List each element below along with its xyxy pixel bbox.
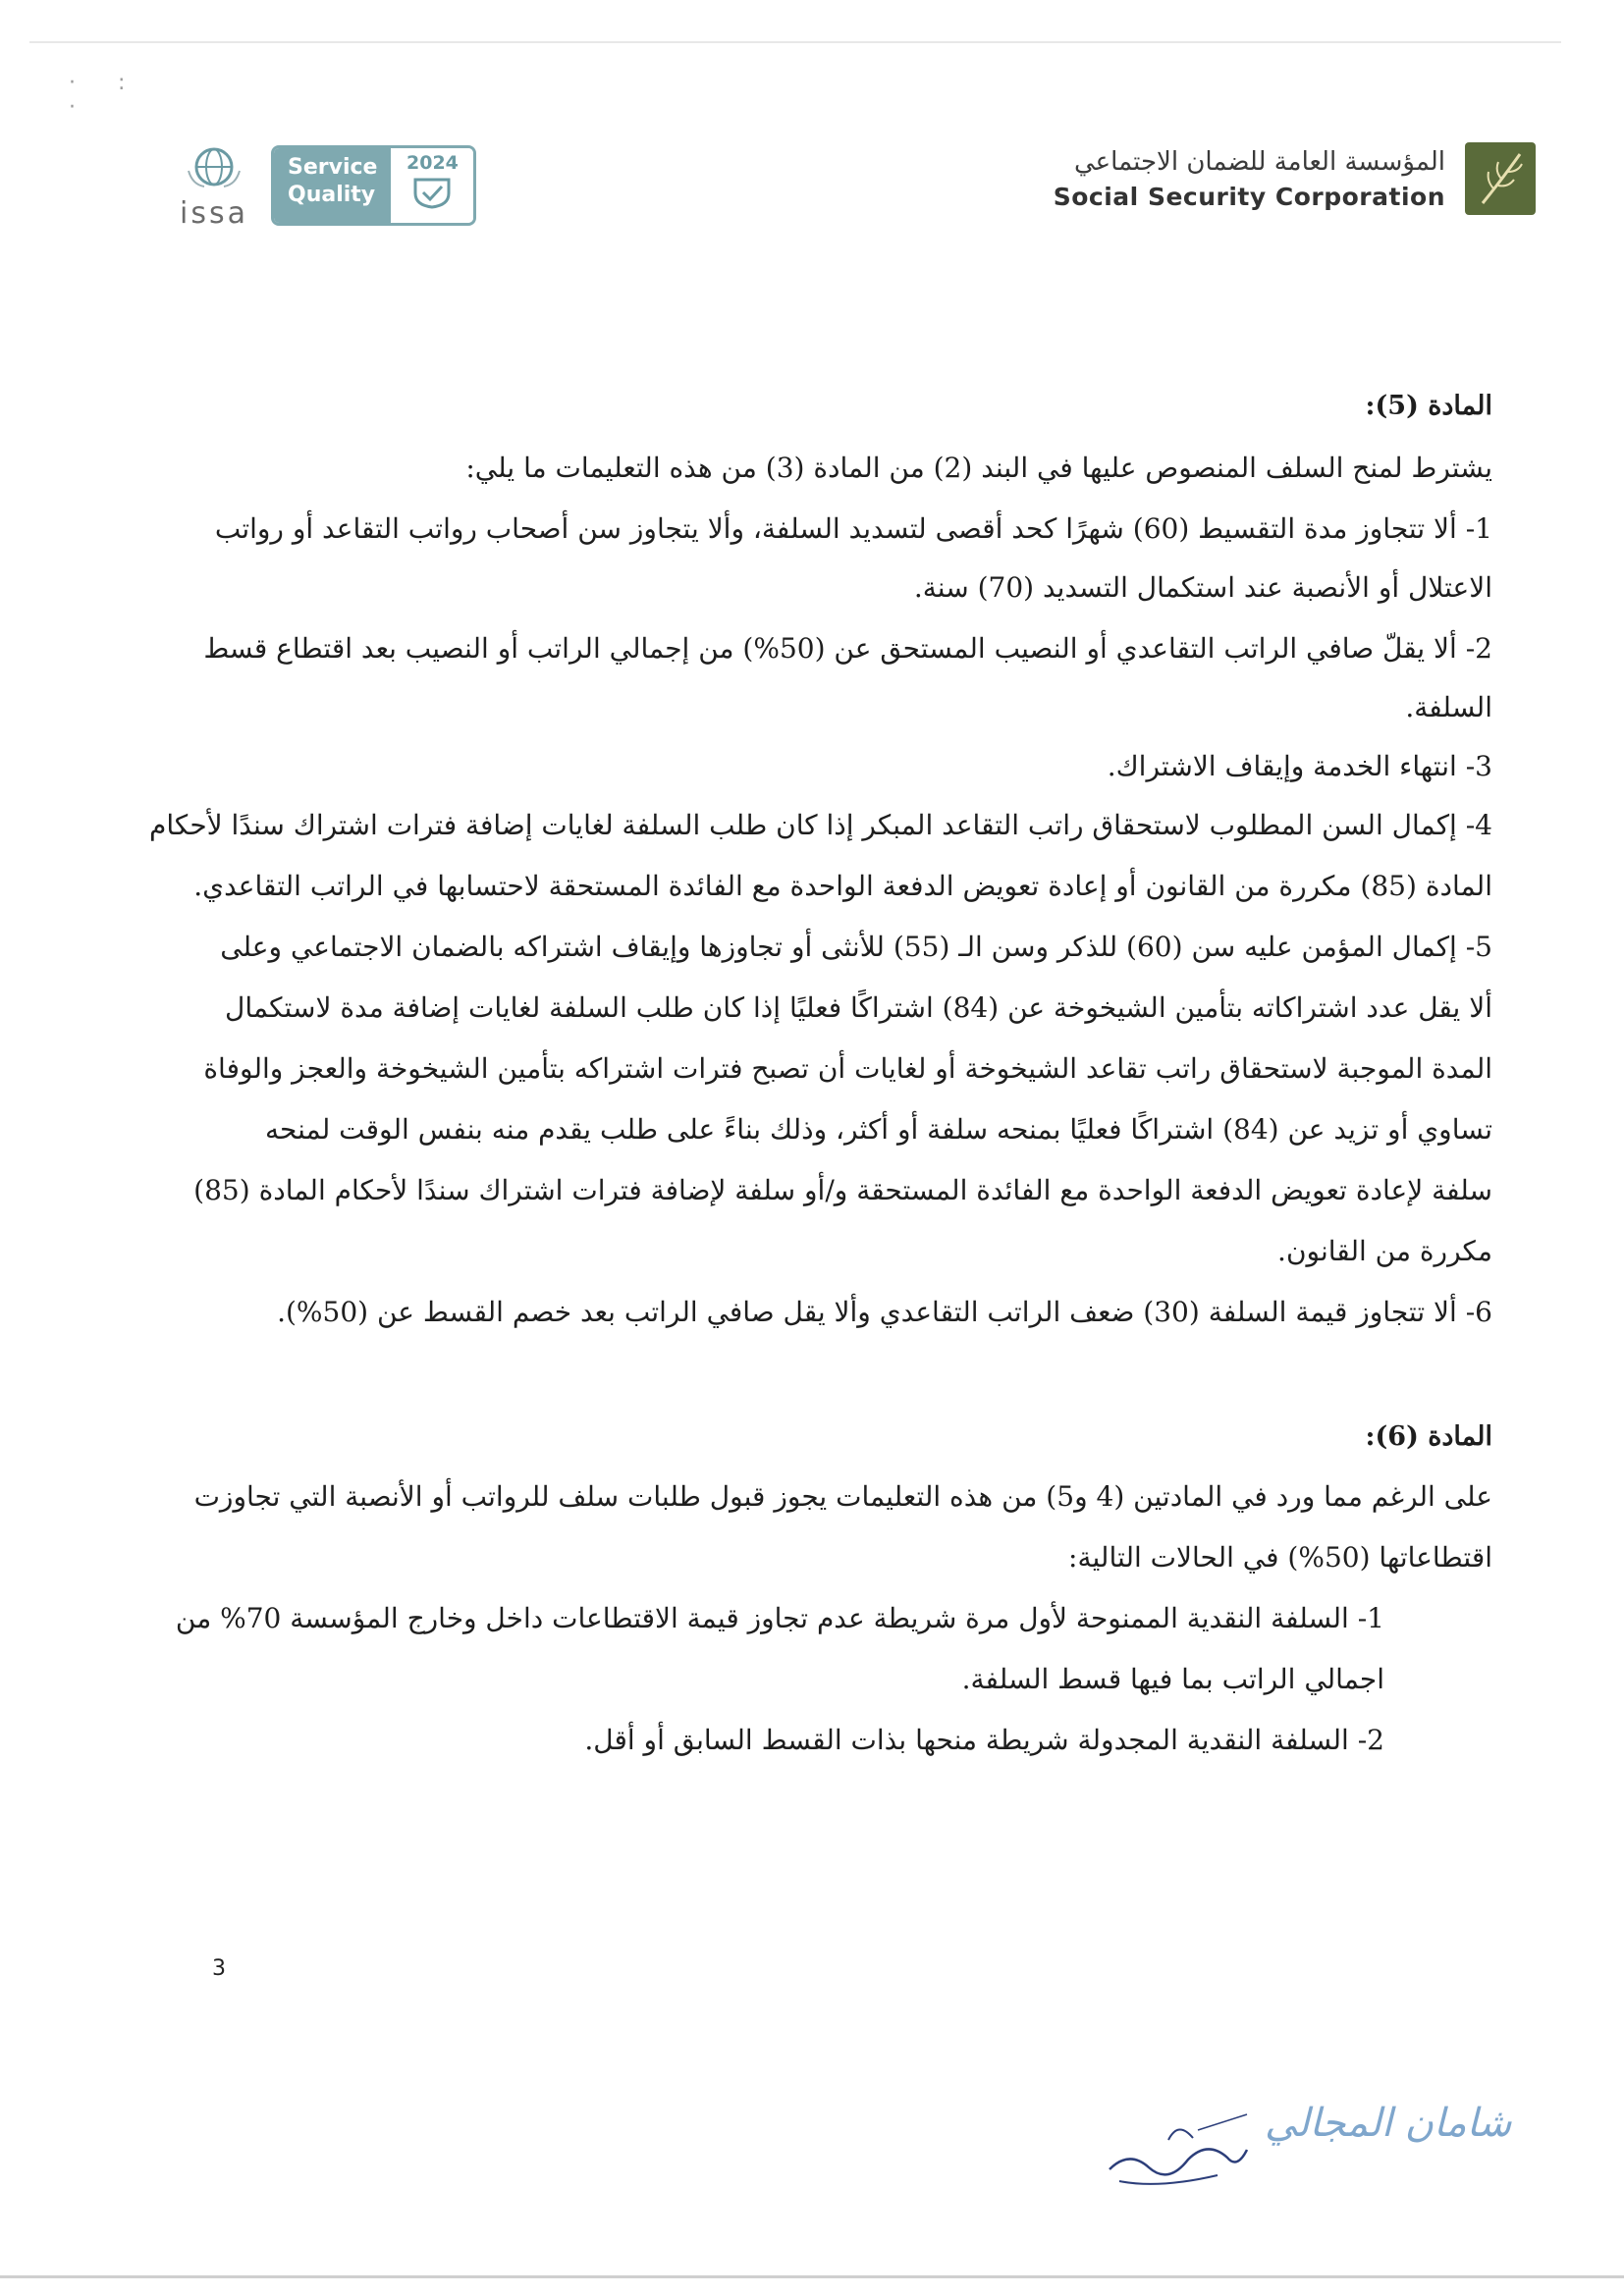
page-number: 3	[212, 1956, 226, 1981]
issa-text: issa	[180, 196, 248, 231]
article-5-item-4-cont: المادة (85) مكررة من القانون أو إعادة تعويض الدفعة الواحدة مع الفائدة المستحقة لاحتسابها في الراتب التقاعدي.	[193, 870, 1492, 902]
org-emblem-icon	[1465, 142, 1536, 215]
globe-icon	[183, 145, 245, 190]
accreditation-logos	[175, 145, 476, 231]
article-6-heading: المادة (6):	[1365, 1421, 1492, 1452]
article-5-item-2-cont: السلفة.	[1405, 691, 1492, 723]
org-name-ar: المؤسسة العامة للضمان الاجتماعي	[1073, 146, 1445, 177]
article-5-item-6: 6- ألا تتجاوز قيمة السلفة (30) ضعف الراتب التقاعدي وألا يقل صافي الراتب بعد خصم القسط عن (50%).	[277, 1296, 1492, 1328]
article-5-item-5-cont5: مكررة من القانون.	[1277, 1235, 1492, 1267]
article-5-item-5-cont3: تساوي أو تزيد عن (84) اشتراكًا فعليًا بمنحه سلفة أو أكثر، وذلك بناءً على طلب يقدم منه بنفس الوقت لمنحه	[265, 1113, 1492, 1146]
issa-logo	[175, 145, 253, 231]
handwritten-signature	[1100, 2110, 1257, 2199]
badge-year-box	[391, 148, 473, 223]
organization-logo	[1054, 142, 1536, 215]
article-6-item-2: 2- السلفة النقدية المجدولة شريطة منحها بذات القسط السابق أو أقل.	[584, 1724, 1384, 1756]
badge-year: 2024	[406, 152, 459, 174]
scan-edge-top	[29, 41, 1561, 43]
article-5-heading: المادة (5):	[1365, 391, 1492, 421]
article-5-item-5-cont4: سلفة لإعادة تعويض الدفعة الواحدة مع الفائدة المستحقة و/أو سلفة لإضافة فترات اشتراك سندًا لأحكام المادة (85)	[193, 1174, 1492, 1206]
article-6-intro-cont: اقتطاعاتها (50%) في الحالات التالية:	[1068, 1541, 1492, 1574]
article-5-item-3: 3- انتهاء الخدمة وإيقاف الاشتراك.	[1107, 750, 1492, 782]
stamp-name: شامان المجالي	[1265, 2101, 1512, 2146]
article-5-item-5-cont2: المدة الموجبة لاستحقاق راتب تقاعد الشيخوخة أو لغايات أن تصبح فترات اشتراكه بتأمين الشيخوخة والعجز والوفاة	[203, 1052, 1492, 1085]
badge-line2: Quality	[288, 183, 376, 207]
article-5-item-5-cont1: ألا يقل عدد اشتراكاته بتأمين الشيخوخة عن (84) اشتراكًا فعليًا إذا كان طلب السلفة لغايات إضافة مدة لاستكمال	[225, 991, 1492, 1024]
article-5-item-2: 2- ألا يقلّ صافي الراتب التقاعدي أو النصيب المستحق عن (50%) من إجمالي الراتب أو النصيب بعد اقتطاع قسط	[203, 632, 1492, 665]
article-5-item-5: 5- إكمال المؤمن عليه سن (60) للذكر وسن الـ (55) للأنثى أو تجاوزها وإيقاف اشتراكه بالضمان الاجتماعي وعلى	[220, 931, 1492, 963]
scan-specks: · : ·	[69, 71, 143, 120]
org-name	[1054, 147, 1445, 211]
scan-edge-bottom	[0, 2275, 1624, 2278]
article-5-item-1: 1- ألا تتجاوز مدة التقسيط (60) شهرًا كحد أقصى لتسديد السلفة، وألا يتجاوز سن أصحاب رواتب التقاعد أو رواتب	[214, 512, 1492, 545]
org-name-en: Social Security Corporation	[1053, 182, 1445, 211]
article-6-item-1: 1- السلفة النقدية الممنوحة لأول مرة شريطة عدم تجاوز قيمة الاقتطاعات داخل وخارج المؤسسة 70% من	[175, 1602, 1384, 1634]
article-5-intro: يشترط لمنح السلف المنصوص عليها في البند (2) من المادة (3) من هذه التعليمات ما يلي:	[465, 452, 1492, 484]
check-shield-icon	[407, 174, 457, 209]
article-5-item-4: 4- إكمال السن المطلوب لاستحقاق راتب التقاعد المبكر إذا كان طلب السلفة لغايات إضافة فترات اشتراك سندًا لأحكام	[149, 809, 1492, 841]
badge-label	[274, 148, 391, 223]
article-5-item-1-cont: الاعتلال أو الأنصبة عند استكمال التسديد (70) سنة.	[913, 571, 1492, 604]
article-6-item-1-cont: اجمالي الراتب بما فيها قسط السلفة.	[961, 1663, 1384, 1695]
article-6-intro: على الرغم مما ورد في المادتين (4 و5) من هذه التعليمات يجوز قبول طلبات سلف للرواتب أو الأنصبة التي تجاوزت	[193, 1480, 1492, 1513]
service-quality-badge	[271, 145, 476, 226]
badge-line1: Service	[288, 155, 378, 180]
